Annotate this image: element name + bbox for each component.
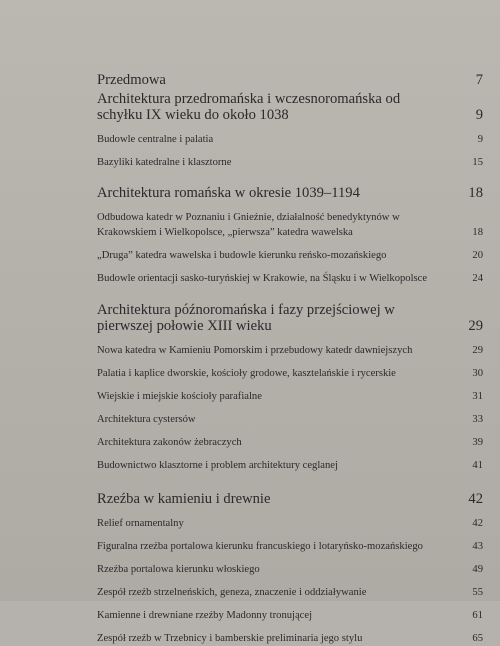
toc-section-4 — [97, 491, 483, 646]
heading-title: Przedmowa — [97, 72, 166, 88]
heading-title: Architektura romańska w okresie 1039–1194 — [97, 185, 360, 201]
heading-title: Architektura późnoromańska i fazy przejściowej w pierwszej połowie XIII wieku — [97, 302, 395, 334]
toc-section-1 — [97, 72, 483, 170]
heading-title: Architektura przedromańska i wczesnoromańska od schyłku IX wieku do około 1038 — [97, 91, 401, 123]
toc-section-2 — [97, 185, 483, 286]
item-title: Rzeźba portalowa kierunku włoskiego — [97, 564, 260, 575]
page-number: 43 — [472, 541, 483, 552]
toc-item — [97, 539, 483, 554]
toc-heading — [97, 491, 483, 507]
toc-item — [97, 132, 483, 147]
page-number: 42 — [472, 518, 483, 529]
toc-heading — [97, 302, 483, 334]
toc-item — [97, 516, 483, 531]
toc-item — [97, 389, 483, 404]
item-title: Budowle orientacji sasko-turyńskiej w Krakowie, na Śląsku i w Wielkopolsce — [97, 273, 428, 284]
page-number: 31 — [472, 391, 483, 402]
page-number: 30 — [472, 368, 483, 379]
toc-item — [97, 366, 483, 381]
page-number: 42 — [468, 491, 483, 507]
page-number: 18 — [472, 227, 483, 238]
page-number: 49 — [472, 564, 483, 575]
toc-item — [97, 585, 483, 600]
page-number: 20 — [472, 250, 483, 261]
item-title: Kamienne i drewniane rzeźby Madonny tronującej — [97, 610, 313, 621]
item-title: Palatia i kaplice dworskie, kościoły grodowe, kasztelańskie i rycerskie — [97, 368, 396, 379]
toc-heading-preface — [97, 72, 483, 88]
item-title: Relief ornamentalny — [97, 518, 184, 529]
toc-item — [97, 562, 483, 577]
item-title: Bazyliki katedralne i klasztorne — [97, 157, 232, 168]
page-number: 18 — [468, 185, 483, 201]
item-title: Architektura zakonów żebraczych — [97, 437, 242, 448]
page-number: 55 — [472, 587, 483, 598]
item-title: Architektura cystersów — [97, 414, 196, 425]
page-number: 39 — [472, 437, 483, 448]
toc-item — [97, 412, 483, 427]
item-title: „Druga” katedra wawelska i budowle kierunku reńsko-mozańskiego — [97, 250, 387, 261]
page-number: 9 — [475, 107, 483, 123]
page-number: 29 — [468, 318, 483, 334]
toc-item — [97, 435, 483, 450]
page-number: 15 — [472, 157, 483, 168]
item-title: Nowa katedra w Kamieniu Pomorskim i przebudowy katedr dawniejszych — [97, 345, 413, 356]
item-title: Budowle centralne i palatia — [97, 134, 214, 145]
page-number: 33 — [472, 414, 483, 425]
heading-title: Rzeźba w kamieniu i drewnie — [97, 491, 271, 507]
toc-item — [97, 155, 483, 170]
table-of-contents — [97, 72, 483, 646]
toc-heading — [97, 185, 483, 201]
toc-item — [97, 608, 483, 623]
item-title: Budownictwo klasztorne i problem architektury ceglanej — [97, 460, 338, 471]
toc-heading — [97, 91, 483, 123]
page-number: 65 — [472, 633, 483, 644]
page-number: 41 — [472, 460, 483, 471]
item-title: Figuralna rzeźba portalowa kierunku francuskiego i lotaryńsko-mozańskiego — [97, 541, 423, 552]
toc-item — [97, 631, 483, 646]
item-title: Wiejskie i miejskie kościoły parafialne — [97, 391, 262, 402]
item-title: Zespół rzeźb strzelneńskich, geneza, znaczenie i oddziaływanie — [97, 587, 367, 598]
toc-section-3 — [97, 302, 483, 473]
toc-item — [97, 248, 483, 263]
page-number: 7 — [475, 72, 483, 88]
page-number: 9 — [477, 134, 483, 145]
page-number: 24 — [472, 273, 483, 284]
toc-item — [97, 210, 483, 240]
item-title: Odbudowa katedr w Poznaniu i Gnieźnie, działalność benedyktynów w Krakowskiem i Wielkopolsce, „pierwsza” katedra wawelska — [97, 212, 400, 238]
item-title: Zespół rzeźb w Trzebnicy i bamberskie preliminaria jego stylu — [97, 633, 363, 644]
page-number: 29 — [472, 345, 483, 356]
toc-item — [97, 343, 483, 358]
toc-item — [97, 458, 483, 473]
toc-item — [97, 271, 483, 286]
page-number: 61 — [472, 610, 483, 621]
